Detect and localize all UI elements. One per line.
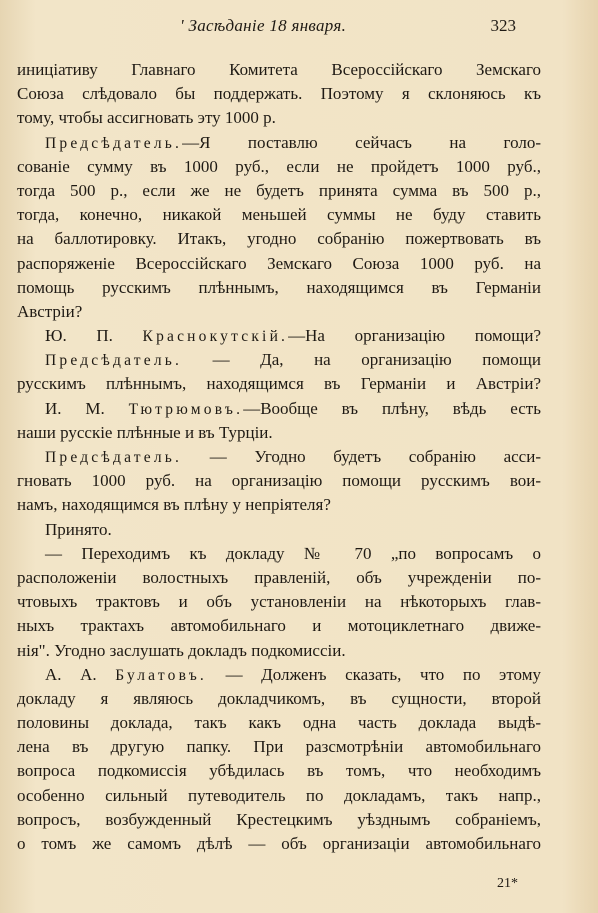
speaker-name: Предсѣдатель.	[45, 134, 183, 152]
text-line: Австріи?	[17, 301, 83, 321]
text-line: гновать 1000 руб. на организацію помощи русскимъ вои-	[17, 471, 541, 491]
running-head: ' Засѣданіе 18 января.	[180, 16, 347, 35]
speech-line: Предсѣдатель.—Я поставлю сейчасъ на голо-	[45, 132, 541, 152]
speech-line: А. А. Булатовъ. — Долженъ сказать, что по этому	[45, 664, 541, 684]
text-line: вопроса подкомиссія убѣдилась въ томъ, что необходимъ	[17, 761, 541, 781]
text-line: намъ, находящимся въ плѣну у непріятеля?	[17, 495, 331, 515]
text-line: о томъ же самомъ дѣлѣ — объ организаціи автомобильнаго	[17, 834, 541, 853]
text-line: вопросъ, возбужденный Крестецкимъ уѣзднымъ собраніемъ,	[17, 809, 541, 829]
text-line: наши русскіе плѣнные и въ Турціи.	[17, 422, 273, 442]
speaker-name: Булатовъ.	[115, 666, 207, 684]
speaker-name: Краснокутскій.	[142, 328, 289, 346]
speaker-name: Предсѣдатель.	[45, 449, 183, 466]
speaker-name: Предсѣдатель.	[45, 352, 183, 370]
page-number: 323	[490, 16, 516, 35]
text-line: ныхъ трактахъ автомобильнаго и мотоциклетнаго движе-	[17, 616, 541, 636]
text-line: русскимъ плѣннымъ, находящимся въ Германіи и Австріи?	[17, 374, 541, 394]
text-line: докладу я являюсь докладчикомъ, въ сущности, второй	[17, 688, 541, 708]
text-line: особенно сильный путеводитель по докладамъ, такъ напр.,	[17, 785, 541, 805]
speaker-initials: И. М.	[45, 398, 105, 418]
text-line: Принято.	[45, 519, 112, 539]
speaker-name: Тютрюмовъ.	[128, 400, 244, 418]
speaker-initials: Ю. П.	[45, 326, 113, 346]
text-line: помощь русскимъ плѣннымъ, находящимся въ Германіи	[17, 277, 541, 297]
text-line: на баллотировку. Итакъ, угодно собранію пожертвовать въ	[17, 229, 541, 249]
text-line: половины доклада, такъ какъ одна часть доклада выдѣ-	[17, 713, 541, 733]
text-line: тогда 500 р., если же не будетъ принята сумма въ 500 р.,	[17, 180, 541, 200]
text-line: тогда, конечно, никакой меньшей суммы не буду ставить	[17, 205, 541, 225]
speech-line: И. М. Тютрюмовъ.—Вообще въ плѣну, вѣдь есть	[45, 398, 541, 418]
text-line: лена въ другую папку. При разсмотрѣніи автомобильнаго	[17, 737, 541, 757]
body-text	[17, 58, 541, 856]
speech-line: Предсѣдатель. — Да, на организацію помощи	[45, 350, 541, 370]
text-line: сованіе сумму въ 1000 руб., если не пройдетъ 1000 руб.,	[17, 156, 541, 176]
text-line: нія". Угодно заслушать докладъ подкомиссіи.	[17, 640, 346, 660]
text-line: Союза слѣдовало бы поддержать. Поэтому я склоняюсь къ	[17, 84, 541, 104]
speech-line: Предсѣдатель. — Угодно будетъ собранію асси-	[45, 447, 541, 466]
text-line: распоряженіе Всероссійскаго Земскаго Союза 1000 руб. на	[17, 253, 541, 273]
text-line: — Переходимъ къ докладу № 70 „по вопросамъ о	[45, 543, 541, 563]
speaker-initials: А. А.	[45, 664, 97, 684]
text-line: расположеніи волостныхъ правленій, объ учрежденіи по-	[17, 567, 541, 587]
speech-line: Ю. П. Краснокутскій.—На организацію помощи?	[45, 326, 541, 346]
page-header	[0, 16, 598, 40]
signature-mark: 21*	[497, 876, 518, 891]
text-line: тому, чтобы ассигновать эту 1000 р.	[17, 108, 276, 128]
text-line: чтовыхъ трактовъ и объ установленіи на нѣкоторыхъ глав-	[17, 592, 541, 612]
text-line: иниціативу Главнаго Комитета Всероссійскаго Земскаго	[17, 60, 541, 79]
